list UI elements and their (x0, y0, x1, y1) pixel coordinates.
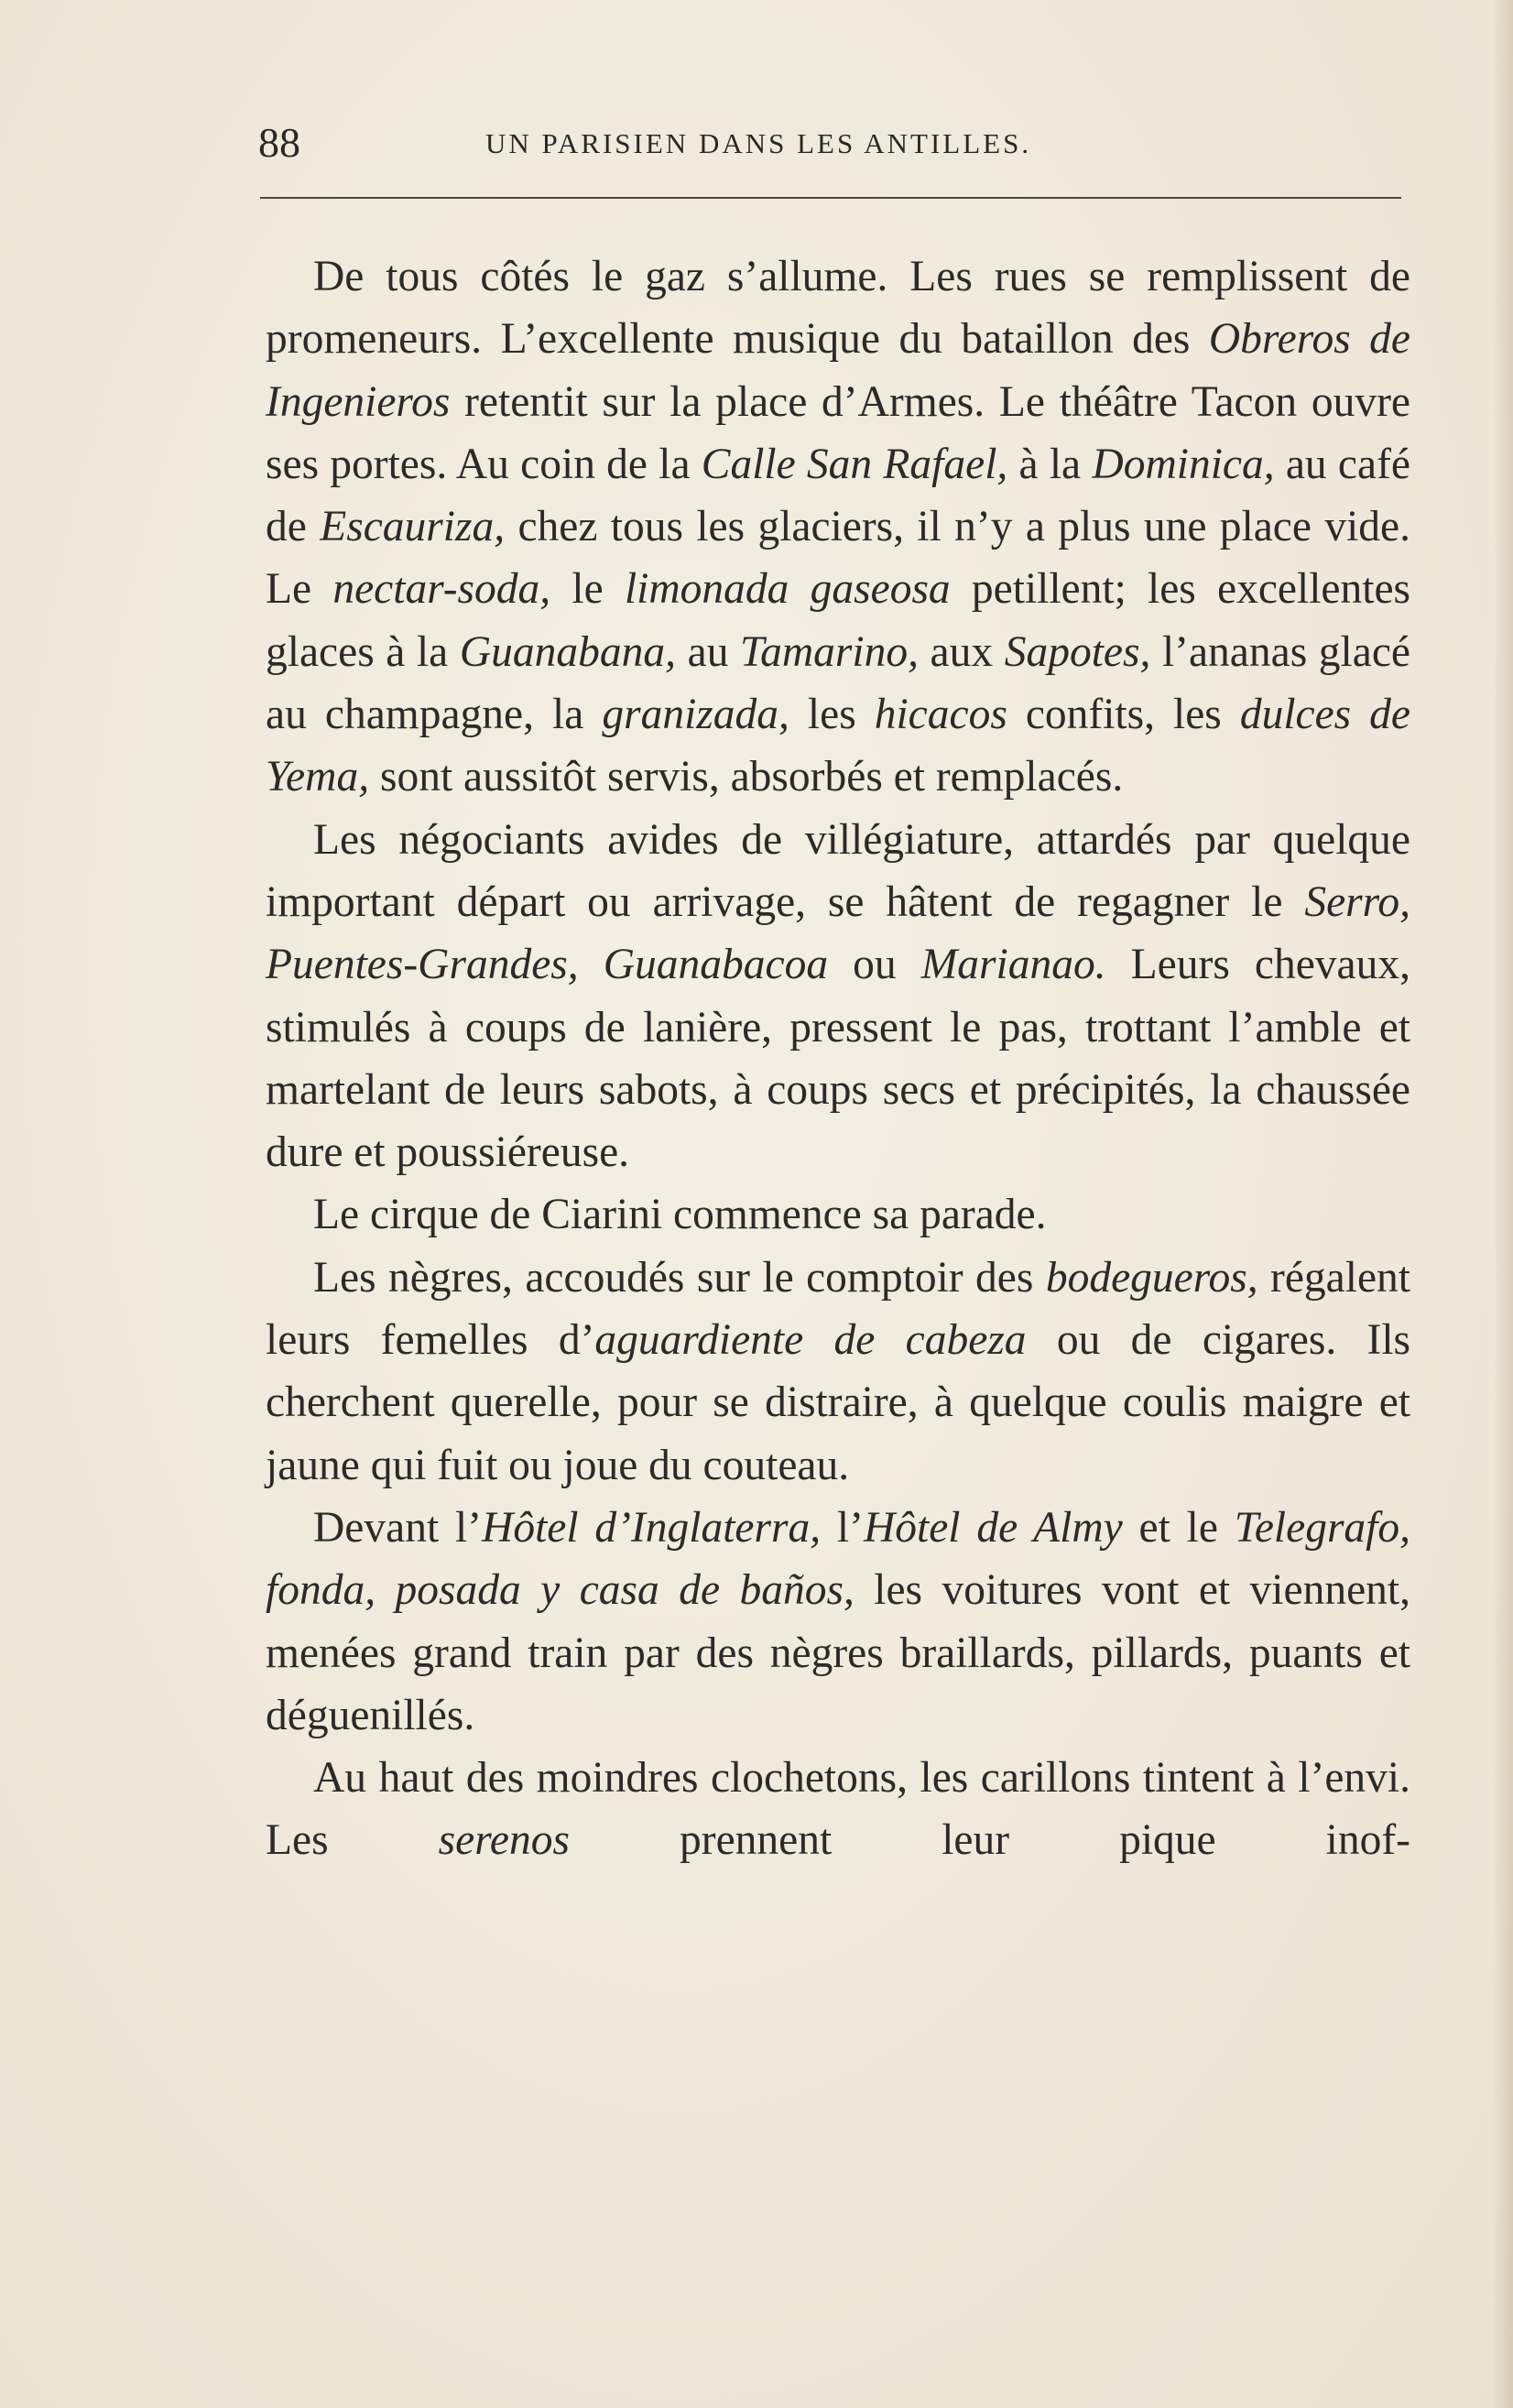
text-run: l’ananas glacé au champagne, la (266, 627, 1410, 739)
text-run: aux (918, 627, 1005, 676)
italic-run: Guanabana, (459, 627, 677, 676)
italic-run: Marianao. (920, 941, 1106, 989)
text-run: chez tous les glaciers, il n’y a plus une place vide. Le (266, 503, 1410, 614)
running-title: UN PARISIEN DANS LES ANTILLES. (485, 127, 1032, 159)
body-text (266, 245, 1410, 1872)
page-header (258, 115, 1398, 170)
text-run: retentit sur la place d’Armes. Le théâtre Tacon ouvre ses portes. Au coin de la (266, 377, 1410, 488)
text-run: ou de cigares. Ils cherchent querelle, pour se distraire, à quelque coulis maigre et jaune qui fuit ou joue du couteau. (266, 1316, 1411, 1489)
page-edge-shadow (1493, 0, 1513, 2408)
header-rule (260, 197, 1401, 199)
italic-run: Hôtel d’Inglaterra, (482, 1503, 822, 1552)
text-run: les voitures vont et viennent, menées grand train par des nègres braillards, pillards, puants et déguenillés. (266, 1566, 1410, 1739)
text-run: régalent leurs femelles d’ (266, 1253, 1410, 1365)
italic-run: dulces de Yema, (266, 691, 1411, 801)
italic-run: Dominica, (1092, 440, 1275, 488)
italic-run: Calle San Rafael, (701, 440, 1008, 488)
italic-run: Telegrafo, fonda, posada y casa de baños, (266, 1503, 1411, 1615)
text-run: Les négociants avides de villégiature, attardés par quelque important départ ou arrivage, se hâtent de regagner le (266, 815, 1410, 926)
text-run: Le cirque de Ciarini commence sa parade. (313, 1191, 1047, 1239)
italic-run: Hôtel de Almy (863, 1503, 1123, 1552)
text-run: l’ (821, 1503, 864, 1552)
text-run: au (676, 627, 741, 676)
text-run: au café de (266, 440, 1410, 551)
page-number: 88 (258, 119, 300, 166)
text-run: et le (1122, 1503, 1235, 1552)
italic-run: aguardiente de cabeza (594, 1316, 1027, 1365)
text-run: confits, les (1007, 691, 1240, 739)
text-run: Devant l’ (313, 1503, 483, 1552)
text-run: à la (1007, 440, 1093, 488)
italic-run: nectar-soda, (332, 565, 551, 614)
text-run: Leurs chevaux, stimulés à coups de lanière, pressent le pas, trottant l’amble et martelant de leurs sabots, à coups secs et précipités, la chaussée dure et poussiéreuse. (266, 941, 1410, 1177)
paragraph (266, 1747, 1410, 1872)
text-run: petillent; les excellentes glaces à la (266, 565, 1411, 676)
text-run: les (789, 691, 875, 739)
paragraph (266, 1497, 1410, 1747)
italic-run: hicacos (874, 691, 1007, 739)
italic-run: Obreros de Ingenieros (266, 315, 1410, 426)
text-run: Les nègres, accoudés sur le comptoir des (313, 1253, 1046, 1302)
paragraph (266, 245, 1410, 809)
paragraph (266, 1247, 1410, 1497)
paragraph (266, 809, 1410, 1184)
italic-run: Serro, Puentes-Grandes, Guanabacoa (266, 877, 1410, 989)
italic-run: granizada, (602, 691, 789, 739)
text-run: prennent leur pique inof- (569, 1816, 1410, 1865)
text-run: ou (828, 941, 921, 989)
paragraph (266, 1183, 1410, 1246)
italic-run: Tamarino, (740, 627, 919, 676)
italic-run: bodegueros, (1045, 1253, 1258, 1302)
text-run: le (550, 565, 625, 614)
italic-run: serenos (438, 1816, 570, 1865)
text-run: sont aussitôt servis, absorbés et remplacés. (369, 753, 1124, 801)
italic-run: Escauriza, (320, 503, 506, 551)
italic-run: limonada gaseosa (624, 565, 951, 614)
text-run: Au haut des moindres clochetons, les carillons tintent à l’envi. Les (266, 1754, 1410, 1865)
italic-run: Sapotes, (1004, 627, 1151, 676)
text-run: De tous côtés le gaz s’allume. Les rues se remplissent de promeneurs. L’excellente musique du bataillon des (266, 253, 1410, 364)
